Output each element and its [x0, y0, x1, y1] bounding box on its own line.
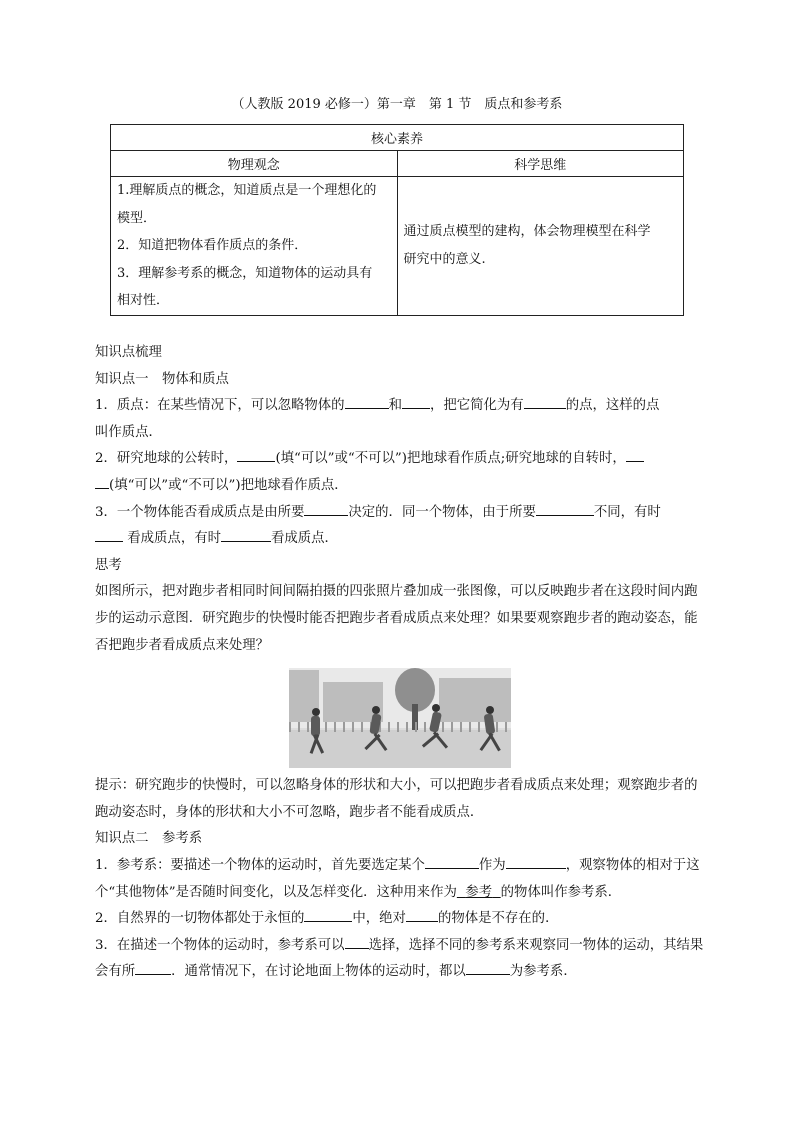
document-body: [95, 340, 705, 986]
text-run: 看成质点，有时: [127, 531, 221, 547]
answer-blank[interactable]: [466, 959, 510, 975]
text-run: (填“可以”或“不可以”)把地球看作质点．: [109, 477, 348, 493]
text-run: 的点，这样的点: [565, 398, 660, 414]
text-run: 看成质点．: [271, 531, 338, 547]
answer-blank[interactable]: [95, 473, 109, 489]
answer-blank[interactable]: [221, 526, 271, 542]
section-title: 知识点梳理: [95, 345, 162, 360]
answer-blank[interactable]: [536, 500, 594, 516]
answer-blank[interactable]: [425, 853, 479, 869]
text-run: ，观察物体的相对于这个“其他物体”是否随时间变化，以及怎样变化．这种用来作为: [95, 857, 700, 900]
concept-line: 相对性．: [117, 293, 170, 308]
think-label: 思考: [95, 557, 122, 573]
text-run: 不同，有时: [593, 504, 661, 520]
text-run: 中，绝对: [352, 911, 406, 927]
document-title: （人教版 2019 必修一）第一章 第 1 节 质点和参考系: [231, 97, 563, 112]
text-run: 选择，选择不同的参考系来观察同一物体的运动，其结果会有所: [95, 937, 704, 980]
scientific-thinking-cell: [397, 177, 684, 316]
text-run: 叫作质点．: [95, 424, 162, 440]
text-run: 的物体叫作参考系．: [500, 884, 622, 900]
text-run: 决定的．同一个物体，由于所要: [348, 504, 536, 520]
answer-blank[interactable]: [506, 853, 566, 869]
concept-line: 模型．: [117, 210, 157, 226]
answer-blank[interactable]: [95, 526, 123, 542]
core-literacy-table: [110, 124, 684, 316]
answer-blank[interactable]: [402, 393, 430, 409]
runner-composite-photo: [289, 668, 511, 768]
text-run: 1．质点：在某些情况下，可以忽略物体的: [95, 398, 345, 414]
answer-blank[interactable]: [304, 500, 348, 516]
text-run: ，把它简化为有: [429, 398, 524, 414]
concept-line: 1.理解质点的概念，知道质点是一个理想化的: [117, 183, 377, 198]
answer-blank[interactable]: [406, 906, 438, 922]
scientific-thinking-header: 科学思维: [397, 151, 684, 177]
text-run: 3．在描述一个物体的运动时，参考系可以: [95, 937, 345, 953]
concept-line: 2．知道把物体看作质点的条件．: [117, 238, 308, 253]
kp2-item-2: [95, 906, 705, 933]
think-question: 如图所示，把对跑步者相同时间间隔拍摄的四张照片叠加成一张图像，可以反映跑步者在这段时间内跑步的运动示意图．研究跑步的快慢时能否把跑步者看成质点来处理？如果要观察跑步者的跑动姿态，能否把跑步者看成质点来处理？: [95, 584, 698, 653]
kp1-item-1: [95, 393, 705, 446]
text-run: 2．自然界的一切物体都处于永恒的: [95, 911, 305, 927]
text-run: 和: [388, 398, 402, 414]
text-run: 的物体是不存在的．: [437, 911, 559, 927]
text-run: 2．研究地球的公转时，: [95, 451, 238, 467]
text-run: (填“可以”或“不可以”)把地球看作质点;研究地球的自转时，: [275, 451, 626, 467]
text-run: 1．参考系：要描述一个物体的运动时，首先要选定某个: [95, 857, 425, 873]
answer-blank[interactable]: [304, 906, 352, 922]
thinking-line: 通过质点模型的建构，体会物理模型在科学: [403, 224, 651, 240]
answer-blank[interactable]: [237, 446, 275, 462]
answer-blank[interactable]: [524, 393, 566, 409]
knowledge-point-1-heading: 知识点一 物体和质点: [95, 371, 229, 387]
answer-blank[interactable]: [626, 446, 644, 462]
physics-concept-header: 物理观念: [111, 151, 398, 177]
kp2-item-3: [95, 933, 705, 986]
thinking-line: 研究中的意义.: [403, 251, 486, 267]
kp1-item-3: [95, 500, 705, 553]
answer-blank[interactable]: [135, 959, 171, 975]
text-run: ．通常情况下，在讨论地面上物体的运动时，都以: [171, 964, 466, 980]
think-hint: 提示：研究跑步的快慢时，可以忽略身体的形状和大小，可以把跑步者看成质点来处理；观察跑步者的跑动姿态时，身体的形状和大小不可忽略，跑步者不能看成质点．: [95, 778, 698, 820]
answer-blank[interactable]: [345, 933, 369, 949]
text-run: 作为: [478, 857, 506, 873]
physics-concept-cell: [111, 177, 398, 316]
text-run: 为参考系．: [509, 964, 577, 980]
filled-answer-text: 参考: [465, 884, 493, 900]
text-run: 3．一个物体能否看成质点是由所要: [95, 504, 305, 520]
table-header: 核心素养: [111, 125, 684, 151]
concept-line: 3．理解参考系的概念，知道物体的运动具有: [117, 265, 373, 281]
filled-answer: [457, 885, 501, 900]
kp1-item-2: [95, 446, 705, 499]
knowledge-point-2-heading: 知识点二 参考系: [95, 831, 203, 847]
answer-blank[interactable]: [345, 393, 389, 409]
kp2-item-1: [95, 853, 705, 906]
